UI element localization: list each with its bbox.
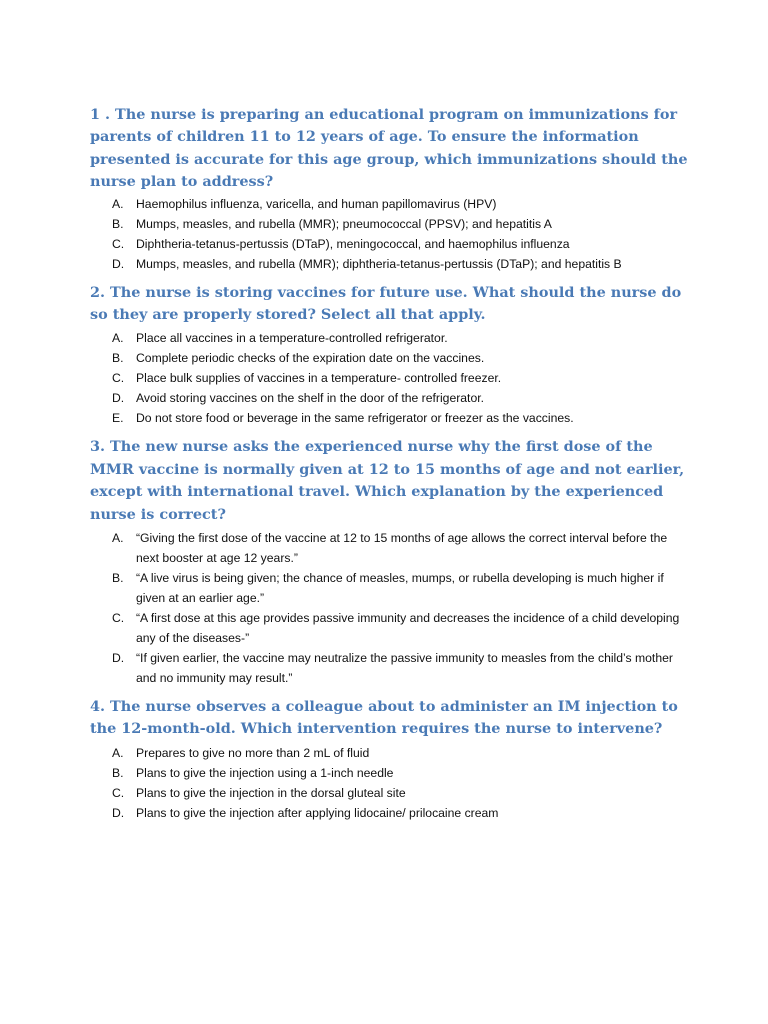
option-text: Place all vaccines in a temperature-controlled refrigerator. [136,331,448,346]
question-1-text: 1 . The nurse is preparing an educational program on immunizations for parents of children 11 to 12 years of age. To ensure the information presented is accurate for this age group, which immunizations should the nurse plan to address? [90,106,688,191]
option-text: Place bulk supplies of vaccines in a temperature- controlled freezer. [136,371,502,386]
option-text: Avoid storing vaccines on the shelf in the door of the refrigerator. [136,391,484,406]
question-4 [90,696,690,823]
option-item [90,408,690,428]
option-text: “If given earlier, the vaccine may neutralize the passive immunity to measles from the child’s mother and no immunity may result.” [136,651,673,686]
option-text: Haemophilus influenza, varicella, and human papillomavirus (HPV) [136,196,497,211]
option-item [90,328,690,348]
option-item [90,368,690,388]
option-letter: B. [112,216,124,231]
option-letter: A. [112,196,124,211]
option-text: Plans to give the injection after applying lidocaine/ prilocaine cream [136,805,499,820]
option-text: Plans to give the injection using a 1-inch needle [136,765,394,780]
question-2-text: 2. The nurse is storing vaccines for future use. What should the nurse do so they are properly stored? Select all that apply. [90,283,682,324]
option-letter: D. [112,256,125,271]
option-letter: A. [112,331,124,346]
option-letter: B. [112,571,124,586]
option-text: Complete periodic checks of the expiration date on the vaccines. [136,351,485,366]
option-item [90,528,690,568]
option-item [90,803,690,823]
question-3-options [90,528,690,688]
question-4-options [90,743,690,823]
option-letter: B. [112,765,124,780]
question-2 [90,282,690,429]
option-letter: B. [112,351,124,366]
option-item [90,214,690,234]
option-item [90,763,690,783]
option-item [90,388,690,408]
option-text: Diphtheria-tetanus-pertussis (DTaP), meningococcal, and haemophilus influenza [136,236,570,251]
option-text: “Giving the first dose of the vaccine at 12 to 15 months of age allows the correct interval before the next booster at age 12 years.” [136,531,668,566]
option-letter: A. [112,745,124,760]
question-3 [90,436,690,688]
option-text: Mumps, measles, and rubella (MMR); diphtheria-tetanus-pertussis (DTaP); and hepatitis B [136,256,622,271]
option-letter: A. [112,531,124,546]
option-letter: D. [112,391,125,406]
option-item [90,234,690,254]
option-letter: E. [112,411,124,426]
option-text: “A first dose at this age provides passive immunity and decreases the incidence of a child developing any of the diseases-” [136,611,680,646]
question-1 [90,104,690,274]
option-text: Prepares to give no more than 2 mL of fluid [136,745,370,760]
option-item [90,194,690,214]
option-item [90,348,690,368]
option-letter: C. [112,236,125,251]
option-letter: C. [112,371,125,386]
option-text: Plans to give the injection in the dorsal gluteal site [136,785,406,800]
option-letter: C. [112,611,125,626]
option-letter: D. [112,651,125,666]
option-item [90,648,690,688]
option-item [90,608,690,648]
option-text: “A live virus is being given; the chance of measles, mumps, or rubella developing is much higher if given at an earlier age.” [136,571,664,606]
option-item [90,254,690,274]
question-4-text: 4. The nurse observes a colleague about to administer an IM injection to the 12-month-old. Which intervention requires the nurse to intervene? [90,698,678,738]
option-text: Do not store food or beverage in the same refrigerator or freezer as the vaccines. [136,411,574,426]
option-item [90,743,690,763]
option-letter: C. [112,785,125,800]
option-text: Mumps, measles, and rubella (MMR); pneumococcal (PPSV); and hepatitis A [136,216,552,231]
option-letter: D. [112,805,125,820]
question-list [90,104,690,829]
option-item [90,783,690,803]
question-3-text: 3. The new nurse asks the experienced nurse why the first dose of the MMR vaccine is normally given at 12 to 15 months of age and not earlier, except with international travel. Which explanation by the experienced nurse is correct? [90,438,685,523]
question-2-options [90,328,690,428]
option-item [90,568,690,608]
question-1-options [90,194,690,274]
